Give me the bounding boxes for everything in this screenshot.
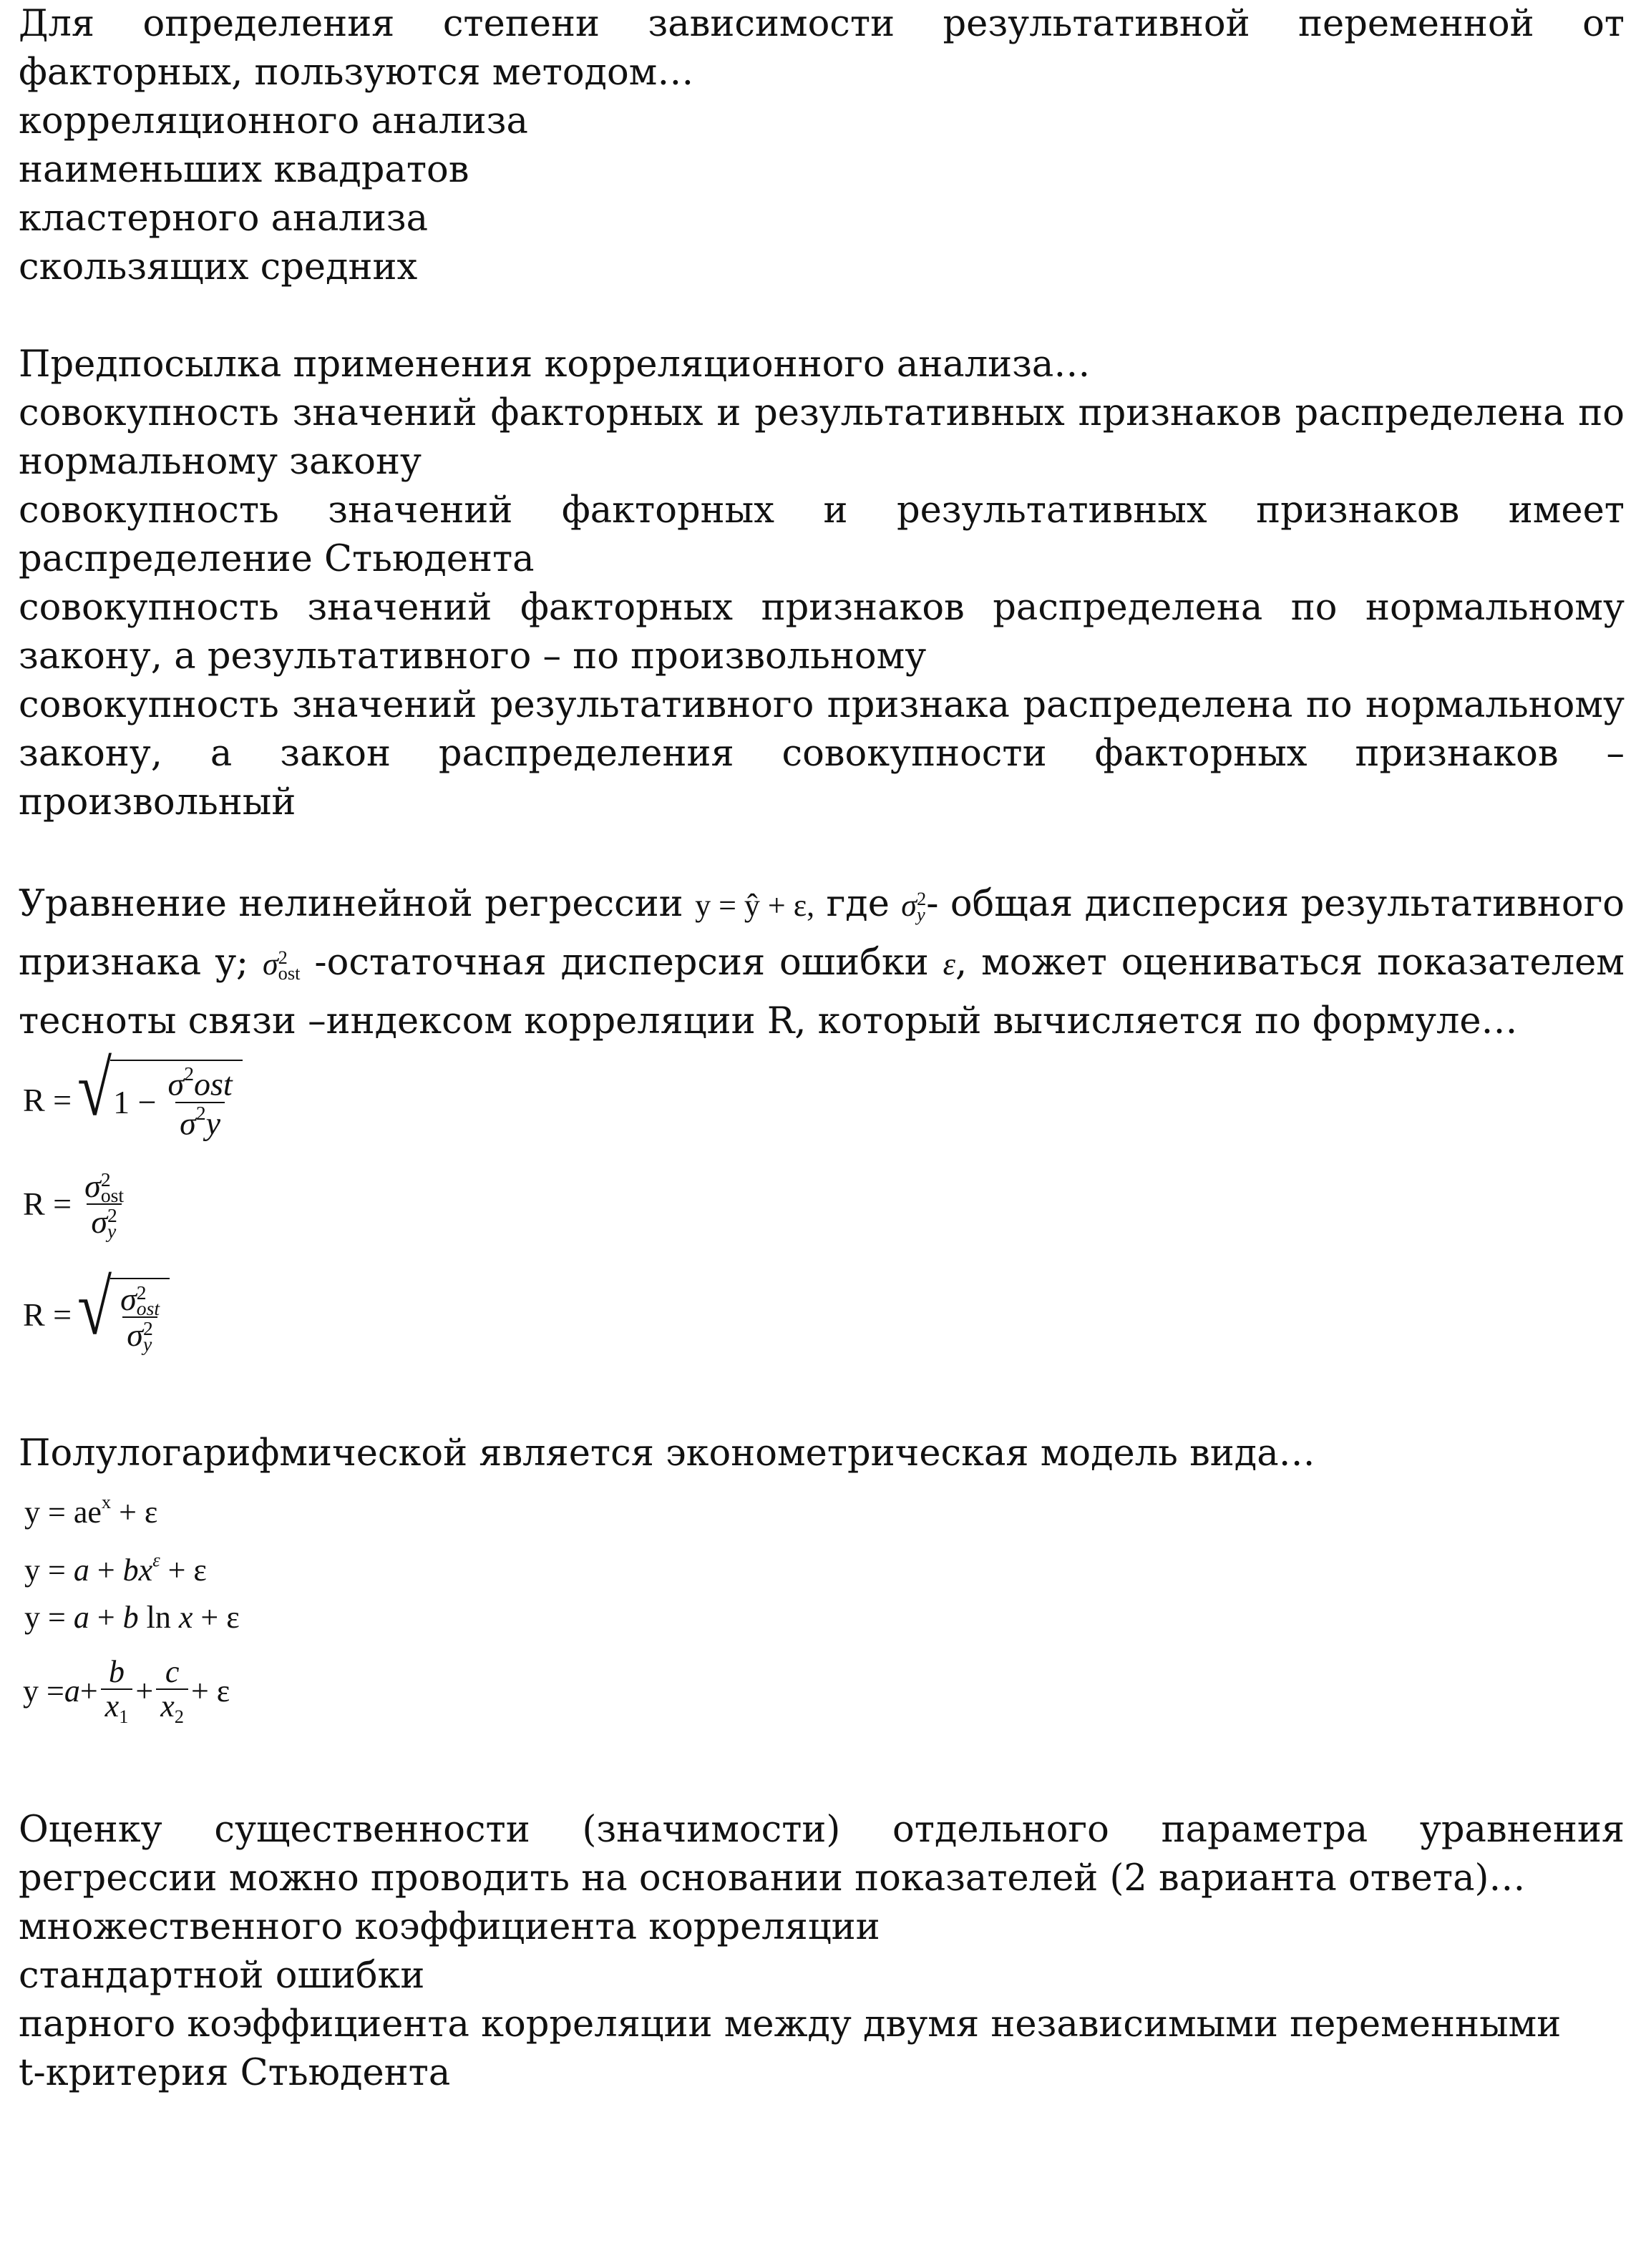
q1-option-3[interactable]: кластерного анализа (19, 197, 429, 240)
question-3-text: Уравнение нелинейной регрессии y = ŷ + ε, где σ 2 y - общая дисперсия результативного признака y; σ 2 ost -остаточная дисперсия ошибки ε, может оцениваться показателем тесноты связи –индексом корреляции R, который вычисляется по формуле… (19, 876, 1625, 1050)
question-1-text: Для определения степени зависимости результативной переменной от факторных, пользуются методом… (19, 3, 1625, 94)
q3-option-2-formula[interactable]: R = σ 2 ost σ 2 y (23, 1150, 1625, 1258)
question-5-text: Оценку существенности (значимости) отдельного параметра уравнения регрессии можно проводить на основании показателей (2 варианта ответа)… (19, 1808, 1625, 1900)
q4-option-2-formula[interactable]: $y = a + bx^\varepsilon + \varepsilon$ (24, 1548, 207, 1588)
fraction: $\frac{c}{x_2}$ (156, 1656, 188, 1727)
spacer (19, 1372, 1625, 1429)
q5-option-3[interactable]: парного коэффициента корреляции между двумя независимыми переменными (19, 2003, 1562, 2045)
fraction: $\frac{b}{x_1}$ (101, 1656, 133, 1727)
fraction: σ 2 ost σ 2 y (120, 1280, 160, 1355)
q2-option-3[interactable]: совокупность значений факторных признаков распределена по нормальному закону, а результативного – по произвольному (19, 587, 1625, 678)
question-4-text: Полулогарифмической является эконометрическая модель вида… (19, 1432, 1315, 1475)
q5-option-4[interactable]: t-критерия Стьюдента (19, 2051, 451, 2094)
q1-option-1[interactable]: корреляционного анализа (19, 100, 528, 142)
q2-option-1[interactable]: совокупность значений факторных и результативных признаков распределена по нормальному закону (19, 392, 1625, 483)
spacer (19, 827, 1625, 876)
fraction: $\frac{\sigma^2ost}{\sigma^2y}$ (167, 1062, 233, 1142)
spacer (19, 1741, 1625, 1806)
document-page (19, 0, 1625, 2098)
q5-option-2[interactable]: стандартной ошибки (19, 1954, 425, 1997)
q1-option-2[interactable]: наименьших квадратов (19, 149, 469, 191)
regression-equation-inline: y = ŷ + ε, (695, 888, 815, 923)
sqrt-sign: √ σ 2 ost σ 2 y (77, 1278, 170, 1353)
q5-option-1[interactable]: множественного коэффициента корреляции (19, 1905, 880, 1948)
fraction: σ 2 ost σ 2 y (84, 1167, 125, 1242)
q3-option-3-formula[interactable]: R = √ σ 2 ost σ 2 y (23, 1258, 1625, 1372)
question-2-text: Предпосылка применения корреляционного анализа… (19, 343, 1091, 386)
q4-option-1-formula[interactable]: $y = ae^x + \varepsilon$ (24, 1491, 158, 1530)
residual-variance-symbol: σ 2 ost (262, 947, 301, 984)
spacer (19, 292, 1625, 341)
epsilon-symbol: ε (943, 947, 955, 982)
q2-option-4[interactable]: совокупность значений результативного признака распределена по нормальному закону, а закон распределения совокупности факторных признаков – произвольный (19, 684, 1625, 823)
q2-option-2[interactable]: совокупность значений факторных и результативных признаков имеет распределение Стьюдента (19, 489, 1625, 580)
q4-option-4-formula[interactable]: y = a + $\frac{b}{x_1}$ + $\frac{c}{x_2}$ + ε (23, 1653, 230, 1727)
total-variance-symbol: σ 2 y (901, 888, 927, 925)
q1-option-4[interactable]: скользящих средних (19, 246, 418, 288)
q4-option-3-formula[interactable]: y = a + b ln x + ε (24, 1599, 240, 1635)
sqrt-sign: √ 1 − $\frac{\sigma^2ost}{\sigma^2y}$ (77, 1060, 243, 1141)
q3-option-1-formula[interactable]: R = √ 1 − $\frac{\sigma^2ost}{\sigma^2y}$ (23, 1050, 1625, 1150)
